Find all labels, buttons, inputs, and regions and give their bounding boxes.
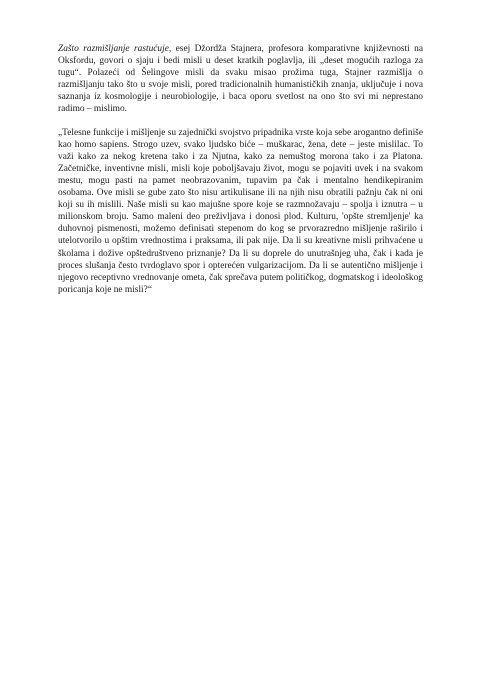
intro-text: , esej Džordža Stajnera, profesora komparativne književnosti na Oksfordu, govori o sjaju i bedi misli u deset kratkih poglavlja, ili „deset mogućih razloga za tugu“. Polazeći od Šelingove misli da svaku misao prožima tuga, Stajner razmišlja o razmišljanju tako što u svoje misli, pored tradicionalnih humanističkih znanja, uključuje i nova saznanja iz kosmologije i neurobiologije, i baca oporu svetlost na ono što svi mi neprestano radimo – mislimo. [58,44,423,115]
quote-paragraph: „Telesne funkcije i mišljenje su zajednički svojstvo pripadnika vrste koja sebe arogantno definiše kao homo sapiens. Strogo uzev, svako ljudsko biće – muškarac, žena, dete – jeste mislilac. To važi kako za nekog kretena tako i za Njutna, kako za nemuštog morona tako i za Platona. Začetničke, inventivne misli, misli koje poboljšavaju život, mogu se pojaviti uvek i na svakom mestu, mogu pasti na pamet neobrazovanim, tupavim pa čak i mentalno hendikepiranim osobama. Ove misli se gube zato što nisu artikulisane ili na njih nisu obratili pažnju čak ni oni koji su ih mislili. Naše misli su kao majušne spore koje se razmnožavaju – spolja i iznutra – u milionskom broju. Samo maleni deo preživljava i donosi plod. Kulturu, 'opšte stremljenje' ka duhovnoj pismenosti, možemo definisati stepenom do kog se prvorazredno mišljenje raširilo i utelotvorilo u opštim vrednostima i praksama, ili pak nije. Da li su kreativne misli prihvaćene u školama i dožive opštedruštveno priznanje? Da li su doprele do unutrašnjeg uha, čak i kada je proces slušanja često tvrdoglavo spor i opterećen vulgarizacijom. Da li se autentično mišljenje i njegovo receptivno vrednovanje ometa, čak sprečava putem političkog, dogmatskog i ideološkog poricanja koje ne misli?“ [58,127,423,295]
intro-paragraph [58,43,423,116]
book-title: Zašto razmišljanje rastućuje [58,44,169,54]
document-page [58,43,423,296]
